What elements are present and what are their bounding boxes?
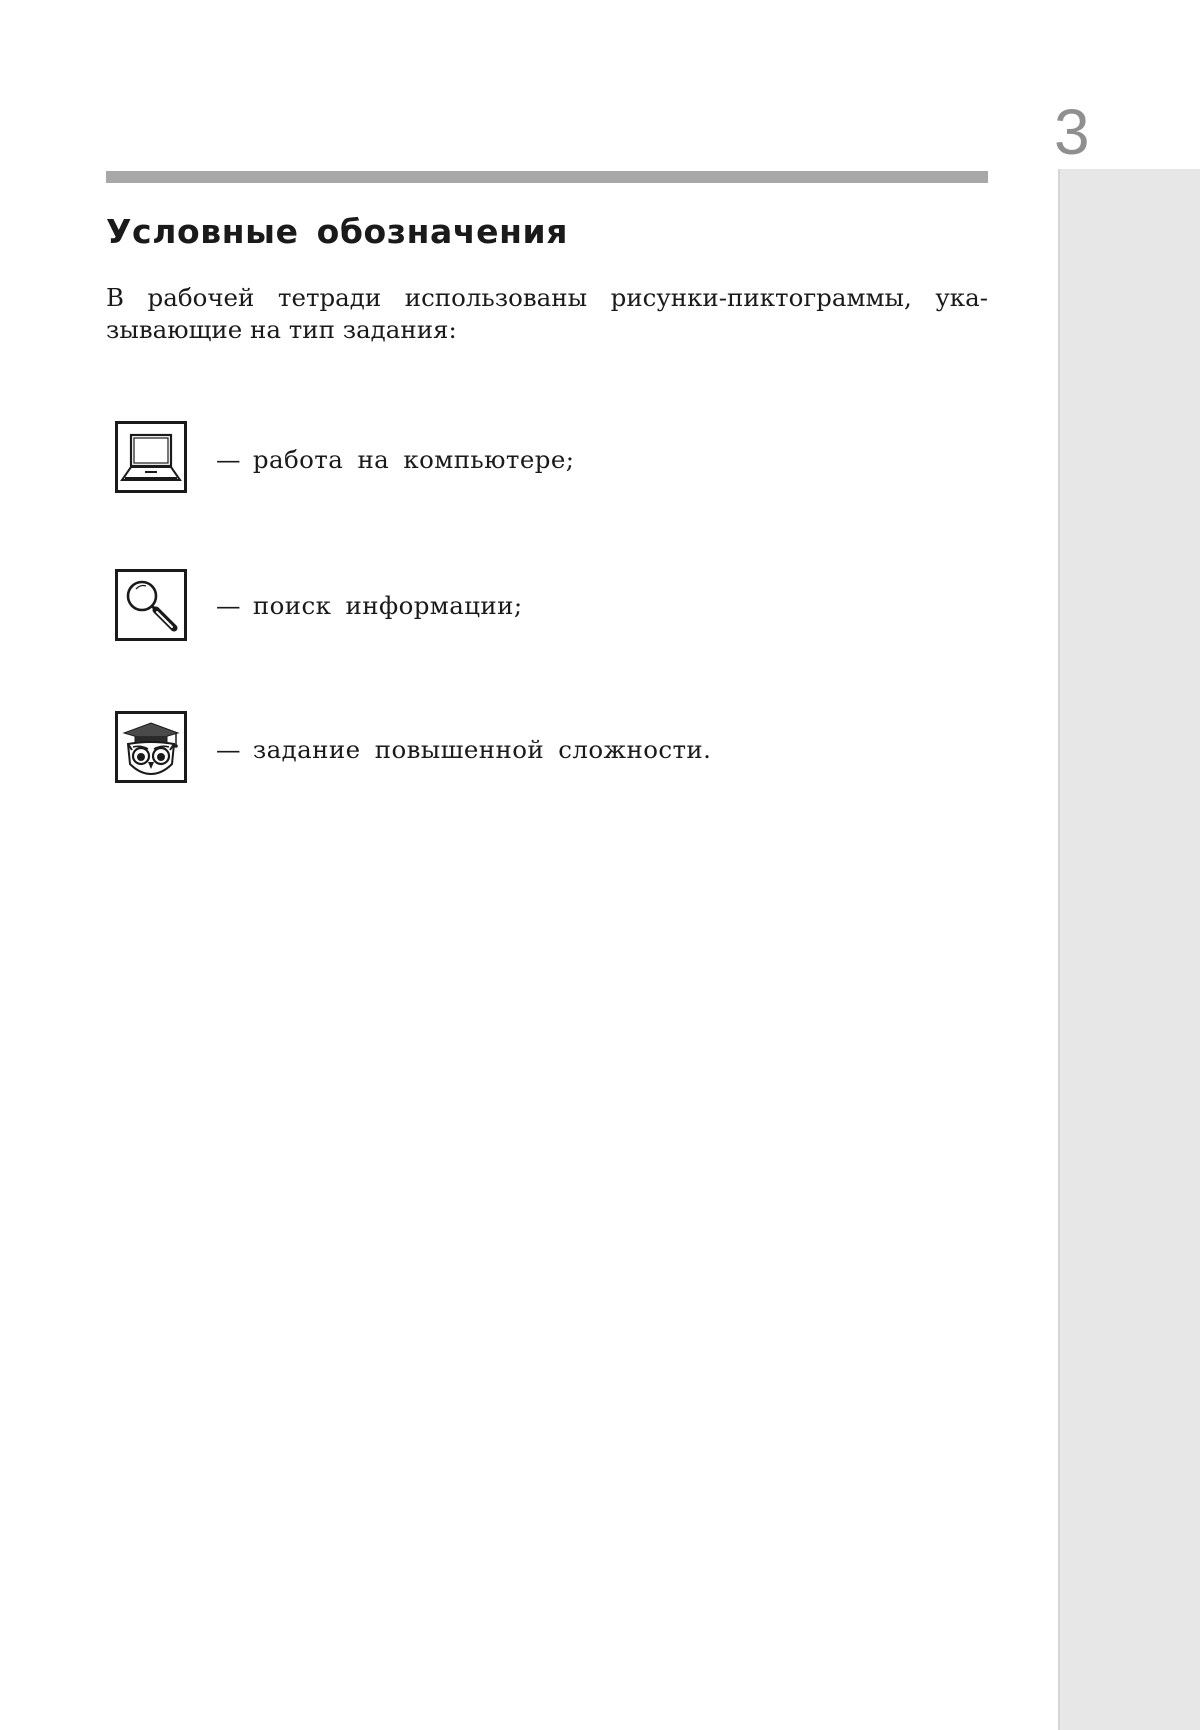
legend-label-text: работа на компьютере; <box>252 445 575 474</box>
magnifier-icon <box>115 569 187 641</box>
owl-graduation-cap-icon <box>115 711 187 783</box>
intro-line-2: зывающие на тип задания: <box>106 315 457 344</box>
legend-dash: — <box>216 445 241 474</box>
laptop-icon <box>115 421 187 493</box>
legend-item-advanced <box>115 711 915 786</box>
owl-graduation-cap-icon-graphic <box>118 714 184 780</box>
legend-label-advanced <box>216 735 711 764</box>
header-rule <box>106 171 988 183</box>
intro-paragraph <box>106 282 988 346</box>
section-title: Условные обозначения <box>106 212 569 251</box>
laptop-icon-graphic <box>118 424 184 490</box>
legend-label-text: задание повышенной сложности. <box>252 735 712 764</box>
intro-line-1: В рабочей тетради использованы рисунки-пиктограммы, ука- <box>106 283 988 312</box>
page-number: 3 <box>1054 96 1090 168</box>
legend-dash: — <box>216 735 241 764</box>
legend-item-computer <box>115 421 915 496</box>
legend-dash: — <box>216 591 241 620</box>
legend-label-computer <box>216 445 574 474</box>
legend-item-search <box>115 569 915 644</box>
legend-label-text: поиск информации; <box>252 591 523 620</box>
legend-label-search <box>216 591 523 620</box>
magnifier-icon-graphic <box>118 572 184 638</box>
side-margin-strip <box>1058 169 1200 1730</box>
